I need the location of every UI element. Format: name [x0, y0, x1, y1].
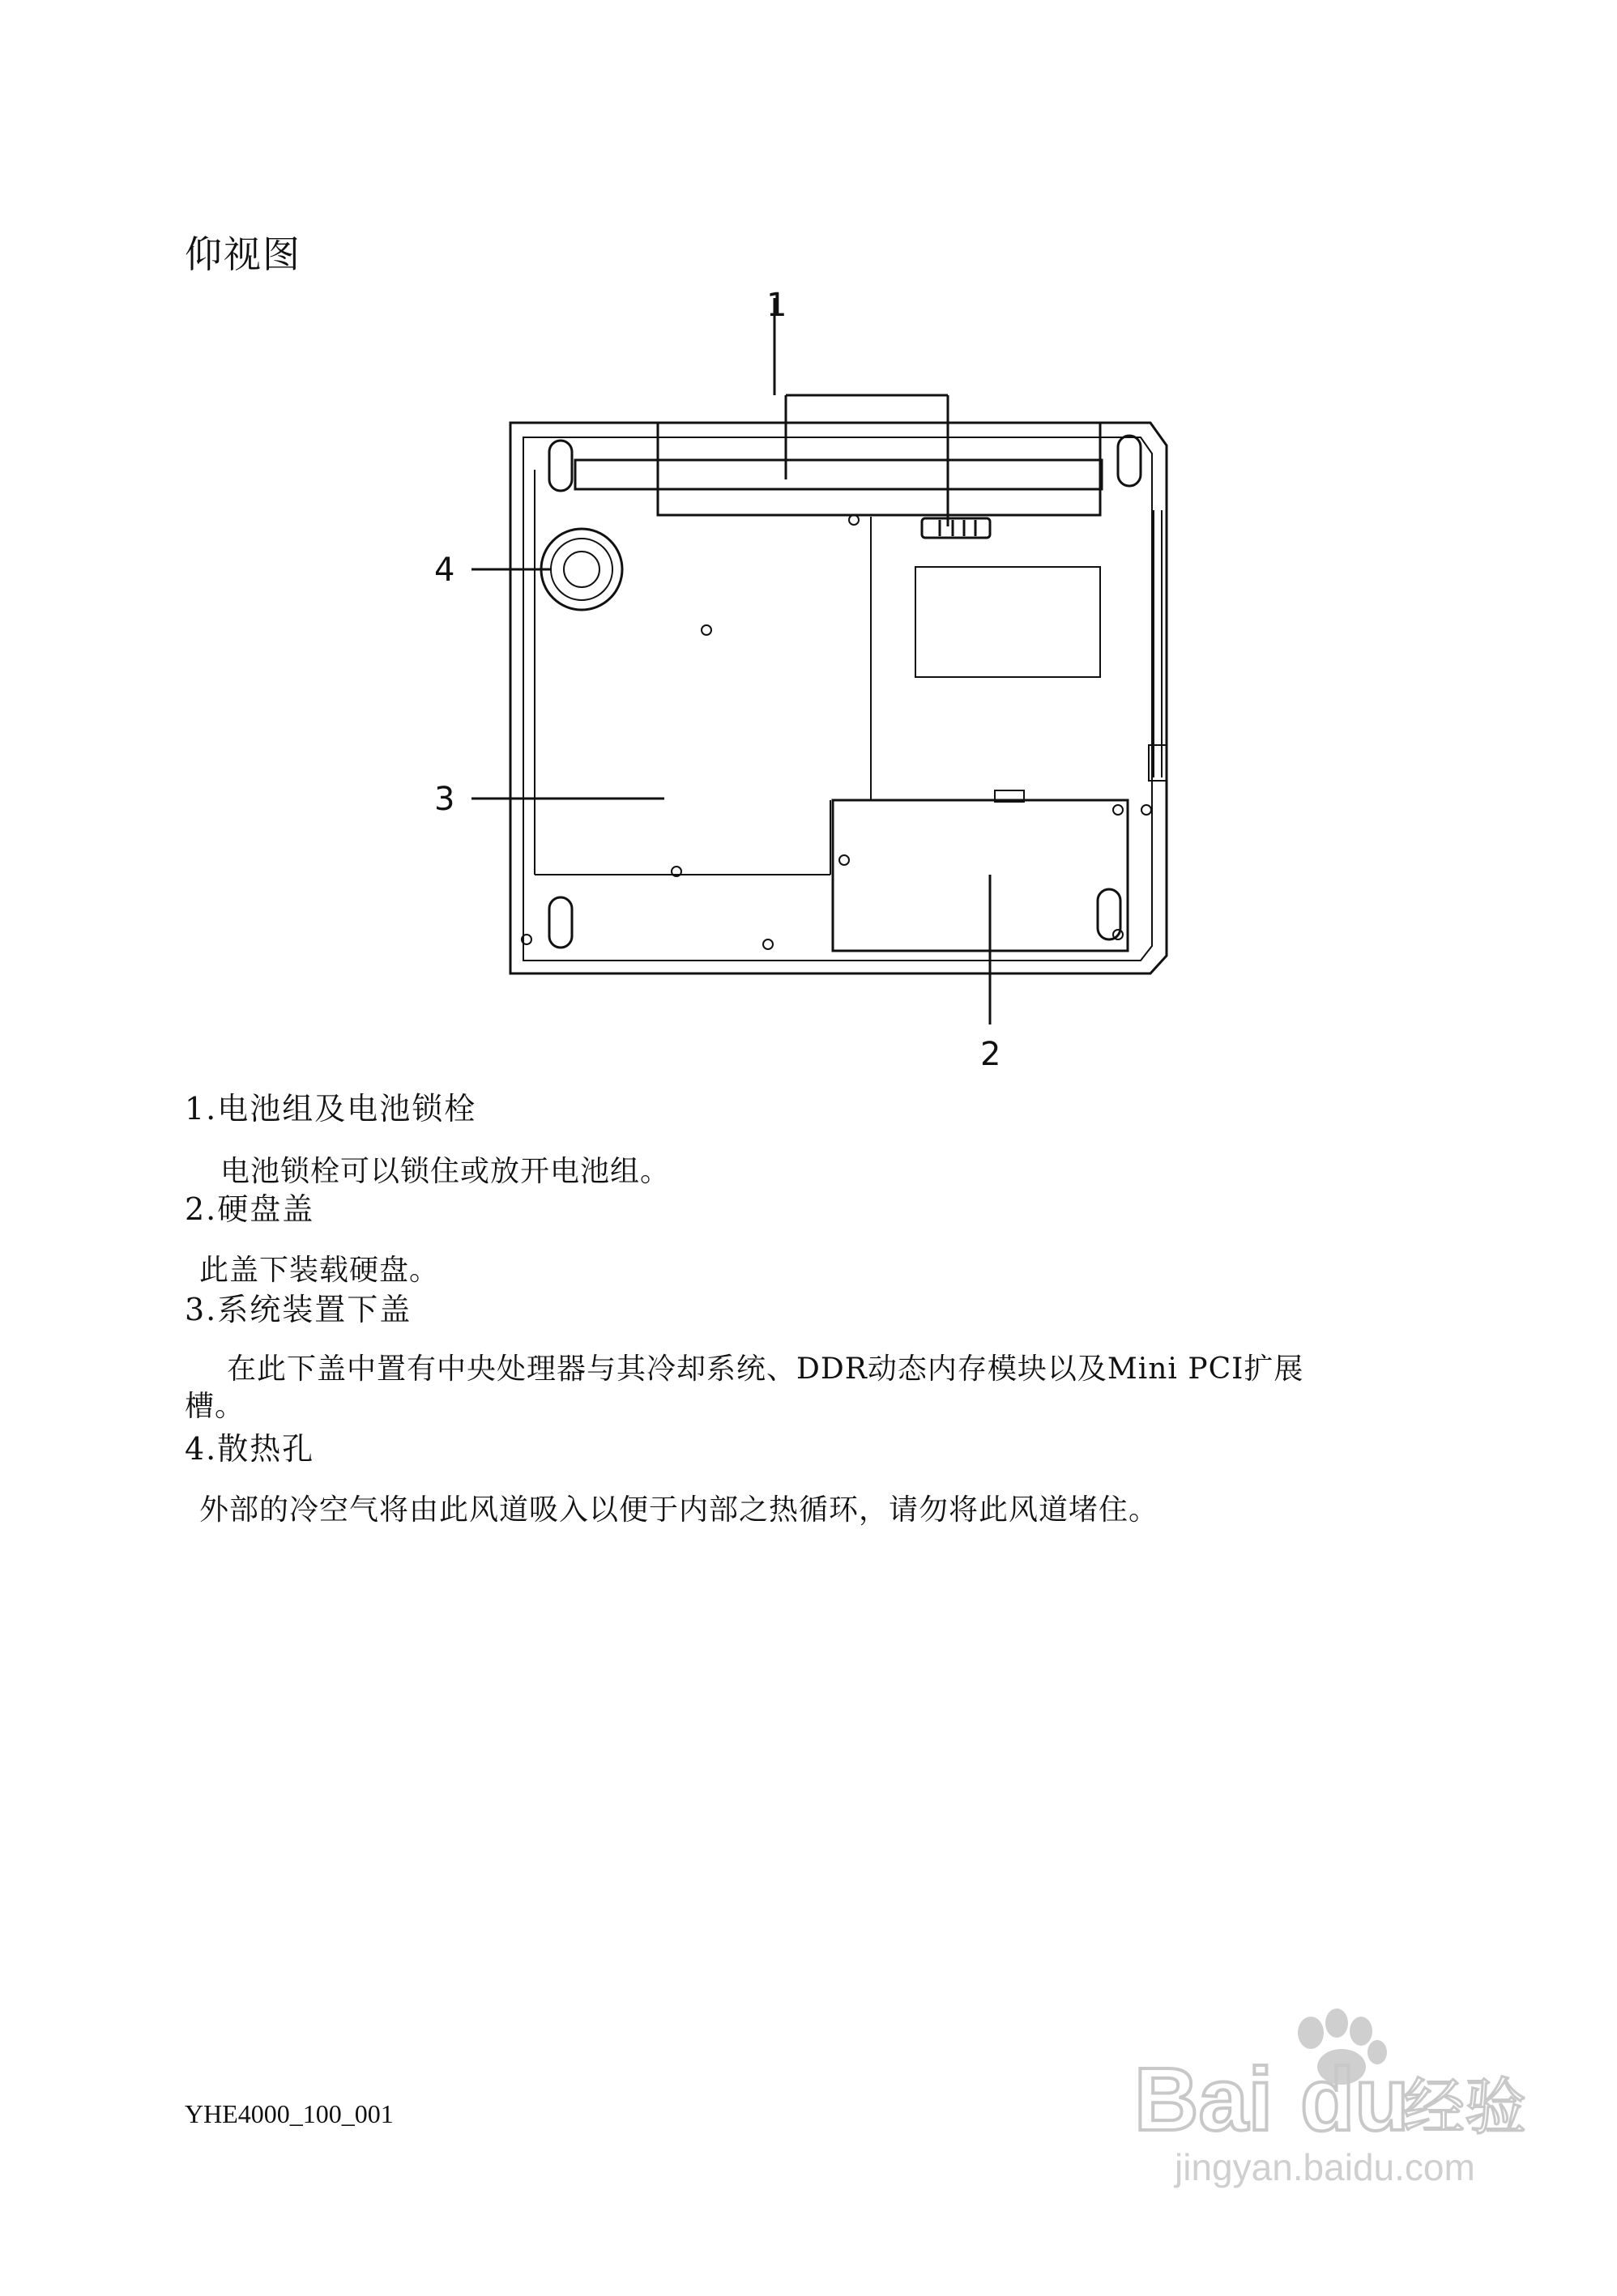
item-heading-hdd-cover: 2.硬盘盖: [185, 1191, 315, 1227]
callout-1: 1: [766, 292, 787, 324]
callout-4: 4: [434, 552, 455, 589]
watermark-brand-2: du: [1300, 2050, 1410, 2149]
paw-toe-2: [1325, 2008, 1348, 2038]
callout-2: 2: [980, 1036, 1001, 1069]
callout-3: 3: [434, 781, 455, 818]
item-heading-system-cover: 3.系统装置下盖: [185, 1292, 412, 1327]
watermark-product: 经验: [1403, 2071, 1526, 2143]
item-text-vents: 外部的冷空气将由此风道吸入以便于内部之热循环，请勿将此风道堵住。: [199, 1493, 1159, 1527]
baidu-watermark: [1134, 2000, 1539, 2211]
item-text-system-cover: 在此下盖中置有中央处理器与其冷却系统、DDR动态内存模块以及Mini PCI扩展: [227, 1352, 1304, 1386]
item-text-battery: 电池锁栓可以锁住或放开电池组。: [220, 1155, 671, 1188]
page-title: 仰视图: [185, 232, 301, 276]
item-text-hdd-cover: 此盖下装载硬盘。: [199, 1254, 440, 1287]
item-heading-vents: 4.散热孔: [185, 1431, 315, 1467]
document-code: YHE4000_100_001: [185, 2099, 394, 2128]
laptop-bottom-view-diagram: [421, 292, 1231, 1069]
watermark-brand: Bai: [1134, 2050, 1274, 2149]
paw-toe-1: [1298, 2017, 1324, 2049]
paw-toe-3: [1350, 2017, 1372, 2046]
item-heading-battery: 1.电池组及电池锁栓: [185, 1091, 477, 1127]
item-text-system-cover-cont: 槽。: [185, 1390, 245, 1423]
watermark-url: jingyan.baidu.com: [1175, 2146, 1475, 2188]
